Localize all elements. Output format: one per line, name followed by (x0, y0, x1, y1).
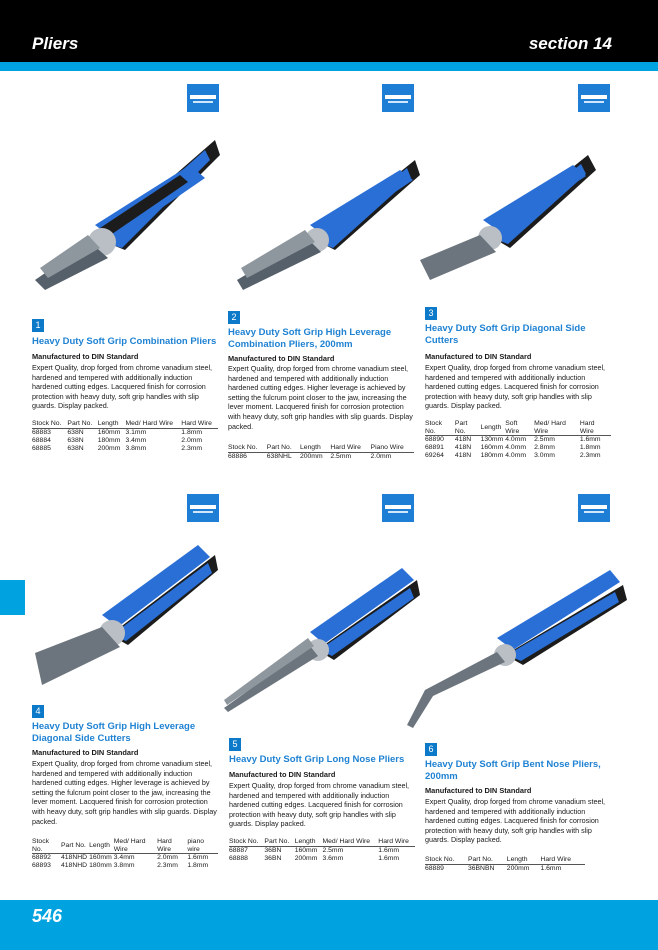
product-title: Heavy Duty Soft Grip High Leverage Combination Pliers, 200mm (228, 327, 392, 350)
product-description: Expert Quality, drop forged from chrome vanadium steel, hardened and tempered with additionally induction hardened cutting edges. Lacquered finish for corrosion protection with heavy duty, soft grip handles with slip guards. Display packed. (425, 363, 606, 411)
column-header: Length (98, 420, 126, 428)
side-tab (0, 580, 25, 615)
table-cell: 36BN (264, 854, 282, 862)
table-cell: 418N (454, 452, 472, 460)
product-number: 5 (229, 738, 241, 751)
table-cell: 418NHD (61, 854, 88, 861)
table-cell: 160mm (480, 444, 504, 452)
product-number: 2 (228, 311, 240, 324)
column-header: Length (295, 838, 323, 846)
product-number: 6 (425, 743, 437, 756)
table-cell: 638N (67, 428, 84, 436)
high-leverage-pliers-image (235, 140, 420, 290)
table-cell: 2.0mm (181, 436, 203, 444)
table-header-row (425, 420, 611, 436)
table-cell: 180mm (480, 452, 504, 460)
table-cell: 68886 (228, 452, 247, 460)
table-cell: 638N (67, 436, 84, 444)
table-row (32, 437, 218, 445)
column-header: Hard Wire (157, 838, 187, 854)
table-row (425, 436, 611, 445)
table-cell: 4.0mm (505, 444, 527, 452)
column-header: Soft Wire (505, 420, 534, 436)
product-description: Expert Quality, drop forged from chrome vanadium steel, hardened and tempered with additionally induction hardened cutting edges. Higher leverage is achieved by setting the fulcrum point closer to the jaw, increasing the lever moment. Lacquered finish for corrosion protection with heavy duty, soft grip handles with slip guards. Display packed. (32, 759, 217, 826)
table-cell: 3.4mm (113, 854, 135, 861)
column-header: Med/ Hard Wire (534, 420, 580, 436)
page-number: 546 (32, 906, 63, 926)
product-title: Heavy Duty Soft Grip Long Nose Pliers (229, 754, 405, 765)
column-header: Stock No. (425, 856, 468, 864)
table-cell: 200mm (97, 444, 121, 452)
header-stripe (0, 62, 658, 71)
product-description: Expert Quality, drop forged from chrome vanadium steel, hardened and tempered with additionally induction hardened cutting edges. Lacquered finish for corrosion protection with heavy duty, soft grip handles with slip guards. Display packed. (32, 363, 213, 411)
table-cell: 2.0mm (370, 452, 392, 460)
product-description: Expert Quality, drop forged from chrome vanadium steel, hardened and tempered with additionally induction hardened cutting edges. Higher leverage is achieved by setting the fulcrum point closer to the jaw, increasing the lever moment. Lacquered finish for corrosion protection with heavy duty, soft grip handles with slip guards. Display packed. (228, 364, 413, 431)
product-title: Heavy Duty Soft Grip Combination Pliers (32, 336, 217, 347)
spec-table (32, 838, 218, 870)
table-cell: 3.8mm (113, 862, 135, 870)
table-cell: 3.6mm (322, 854, 344, 862)
table-cell: 68892 (32, 854, 51, 861)
high-leverage-diagonal-cutters-image (30, 535, 220, 695)
table-cell: 2.8mm (534, 444, 555, 452)
table-row (425, 864, 585, 873)
table-cell: 3.0mm (534, 452, 555, 460)
spec-table (425, 420, 611, 461)
table-cell: 160mm (97, 428, 121, 436)
table-cell: 3.4mm (125, 436, 147, 444)
table-header-row (425, 856, 585, 864)
footer-bar (0, 900, 658, 950)
column-header: Piano Wire (371, 444, 414, 452)
column-header: piano wire (187, 838, 218, 854)
section-name: Pliers (32, 34, 79, 53)
column-header: Stock No. (228, 444, 267, 452)
product-number: 1 (32, 319, 44, 332)
column-header: Med/ Hard Wire (114, 838, 157, 854)
spec-table (32, 420, 218, 453)
table-cell: 160mm (294, 846, 318, 854)
column-header: Part No. (468, 856, 507, 864)
table-row (32, 854, 218, 863)
table-cell: 418N (454, 436, 472, 443)
column-header: Part No. (67, 420, 97, 428)
table-cell: 1.6mm (378, 846, 400, 854)
table-row (425, 444, 611, 452)
table-row (425, 452, 611, 460)
product-subtitle: Manufactured to DIN Standard (229, 770, 336, 779)
table-cell: 200mm (299, 452, 323, 460)
table-cell: 1.6mm (378, 854, 400, 862)
product-title: Heavy Duty Soft Grip Bent Nose Pliers, 200mm (425, 759, 601, 782)
table-cell: 180mm (97, 436, 121, 444)
spec-table (229, 838, 415, 863)
table-row (32, 862, 218, 870)
draper-expert-logo (382, 494, 414, 522)
table-cell: 418NHD (61, 862, 88, 870)
table-cell: 68891 (425, 444, 444, 452)
table-cell: 2.3mm (579, 452, 601, 460)
product-subtitle: Manufactured to DIN Standard (425, 786, 532, 795)
draper-expert-logo (578, 84, 610, 112)
table-cell: 1.6mm (540, 864, 562, 872)
table-cell: 68885 (32, 444, 51, 452)
table-cell: 2.0mm (157, 854, 178, 861)
column-header: Part No. (264, 838, 294, 846)
table-cell: 1.6mm (579, 436, 601, 443)
product-subtitle: Manufactured to DIN Standard (32, 748, 139, 757)
table-cell: 638N (67, 444, 84, 452)
product-title: Heavy Duty Soft Grip High Leverage Diagonal Side Cutters (32, 721, 196, 744)
column-header: Part No. (455, 420, 481, 436)
table-cell: 180mm (89, 862, 112, 870)
table-cell: 418N (454, 444, 472, 452)
table-cell: 68893 (32, 862, 51, 870)
table-cell: 68887 (229, 846, 248, 854)
table-header-row (229, 838, 415, 846)
table-cell: 68889 (425, 864, 444, 872)
table-cell: 68890 (425, 436, 444, 443)
column-header: Med/ Hard Wire (125, 420, 181, 428)
table-cell: 1.6mm (187, 854, 209, 861)
table-cell: 130mm (480, 436, 504, 443)
column-header: Part No. (267, 444, 300, 452)
column-header: Stock No. (425, 420, 455, 436)
draper-expert-logo (187, 494, 219, 522)
table-header-row (32, 838, 218, 854)
column-header: Hard Wire (330, 444, 370, 452)
table-cell: 2.5mm (330, 452, 352, 460)
table-cell: 3.1mm (125, 428, 147, 436)
bent-nose-pliers-image (405, 560, 630, 730)
table-row (229, 846, 415, 855)
column-header: Length (481, 420, 506, 436)
table-cell: 2.3mm (181, 444, 203, 452)
table-cell: 1.8mm (187, 862, 209, 870)
product-subtitle: Manufactured to DIN Standard (425, 352, 532, 361)
column-header: Stock No. (32, 420, 67, 428)
table-cell: 36BN (264, 846, 282, 854)
product-description: Expert Quality, drop forged from chrome vanadium steel, hardened and tempered with additionally induction hardened cutting edges. Lacquered finish for corrosion protection with heavy duty, soft grip handles with slip guards. Display packed. (229, 781, 410, 829)
table-row (229, 855, 415, 863)
table-cell: 2.5mm (322, 846, 344, 854)
product-number: 4 (32, 705, 44, 718)
table-row (32, 445, 218, 453)
table-header-row (32, 420, 218, 428)
table-row (228, 452, 414, 461)
product-subtitle: Manufactured to DIN Standard (32, 352, 139, 361)
table-cell: 4.0mm (505, 436, 527, 443)
column-header: Hard Wire (580, 420, 611, 436)
table-cell: 200mm (294, 854, 318, 862)
spec-table (228, 444, 414, 461)
column-header: Stock No. (32, 838, 61, 854)
table-cell: 160mm (89, 854, 112, 861)
long-nose-pliers-image (222, 560, 422, 715)
table-cell: 69264 (425, 452, 444, 460)
table-row (32, 428, 218, 437)
product-subtitle: Manufactured to DIN Standard (228, 354, 335, 363)
column-header: Part No. (61, 838, 89, 854)
table-cell: 68883 (32, 428, 51, 436)
table-cell: 638NHL (266, 452, 292, 460)
draper-expert-logo (578, 494, 610, 522)
section-number: section 14 (528, 34, 612, 53)
column-header: Length (89, 838, 114, 854)
column-header: Hard Wire (181, 420, 218, 428)
column-header: Med/ Hard Wire (322, 838, 378, 846)
diagonal-cutters-image (418, 140, 598, 290)
table-cell: 1.8mm (579, 444, 601, 452)
table-cell: 3.8mm (125, 444, 147, 452)
table-cell: 68884 (32, 436, 51, 444)
draper-expert-logo (382, 84, 414, 112)
table-cell: 200mm (506, 864, 530, 872)
column-header: Length (507, 856, 541, 864)
table-cell: 4.0mm (505, 452, 527, 460)
column-header: Length (300, 444, 330, 452)
column-header: Hard Wire (540, 856, 585, 864)
product-description: Expert Quality, drop forged from chrome vanadium steel, hardened and tempered with additionally induction hardened cutting edges. Lacquered finish for corrosion protection with heavy duty, soft grip handles with slip guards. Display packed. (425, 797, 606, 845)
table-cell: 68888 (229, 854, 248, 862)
draper-expert-logo (187, 84, 219, 112)
table-cell: 2.3mm (157, 862, 178, 870)
spec-table (425, 856, 585, 873)
table-cell: 2.5mm (534, 436, 555, 443)
column-header: Hard Wire (378, 838, 415, 846)
table-cell: 1.8mm (181, 428, 203, 436)
product-number: 3 (425, 307, 437, 320)
product-title: Heavy Duty Soft Grip Diagonal Side Cutters (425, 323, 586, 346)
column-header: Stock No. (229, 838, 264, 846)
table-cell: 36BNBN (467, 864, 495, 872)
combination-pliers-image (30, 130, 220, 300)
table-header-row (228, 444, 414, 452)
